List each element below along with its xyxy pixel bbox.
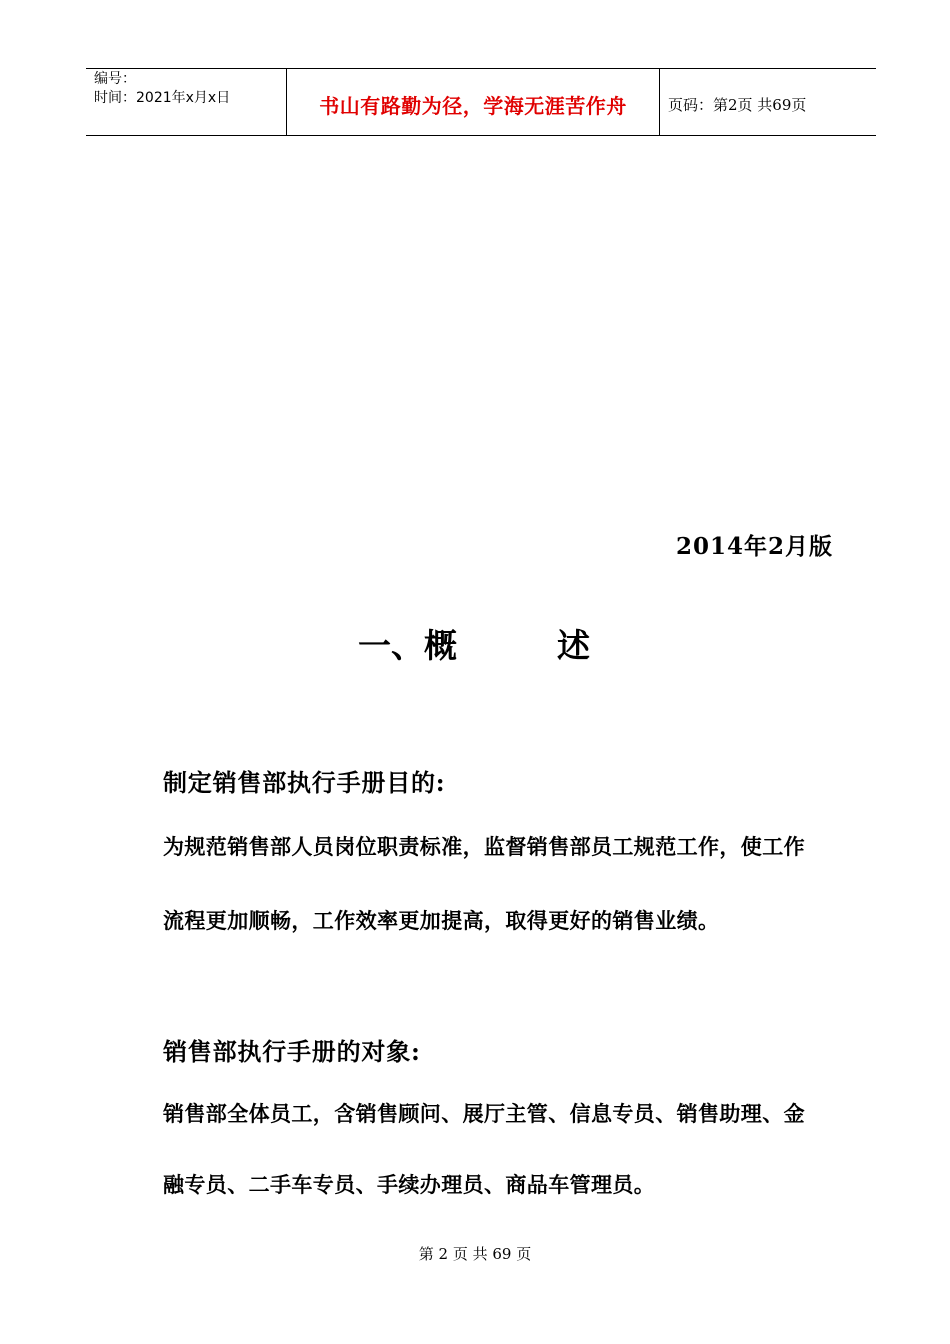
header-page-info: 页码：第2页 共69页 [668, 95, 807, 114]
purpose-heading: 制定销售部执行手册目的: [163, 768, 446, 797]
audience-heading: 销售部执行手册的对象: [163, 1037, 421, 1066]
header-page-cell [660, 69, 876, 135]
section-title [358, 620, 590, 667]
document-number-label: 编号： [94, 71, 136, 87]
header-motto: 书山有路勤为径，学海无涯苦作舟 [319, 93, 627, 118]
document-header [86, 68, 876, 136]
purpose-line-2: 流程更加顺畅，工作效率更加提高，取得更好的销售业绩。 [163, 908, 720, 933]
audience-line-1: 销售部全体员工，含销售顾问、展厅主管、信息专员、销售助理、金 [163, 1101, 805, 1126]
header-meta-cell [86, 69, 287, 135]
header-motto-cell [287, 69, 660, 135]
purpose-line-1: 为规范销售部人员岗位职责标准，监督销售部员工规范工作，使工作 [163, 834, 805, 859]
document-time-label: 时间：2021年x月x日 [94, 90, 231, 106]
section-title-part1: 一、概 [358, 626, 457, 665]
page-footer: 第 2 页 共 69 页 [418, 1245, 532, 1263]
edition-label: 2014年2月版 [675, 533, 833, 560]
section-title-part2: 述 [557, 626, 590, 665]
audience-line-2: 融专员、二手车专员、手续办理员、商品车管理员。 [163, 1172, 656, 1197]
